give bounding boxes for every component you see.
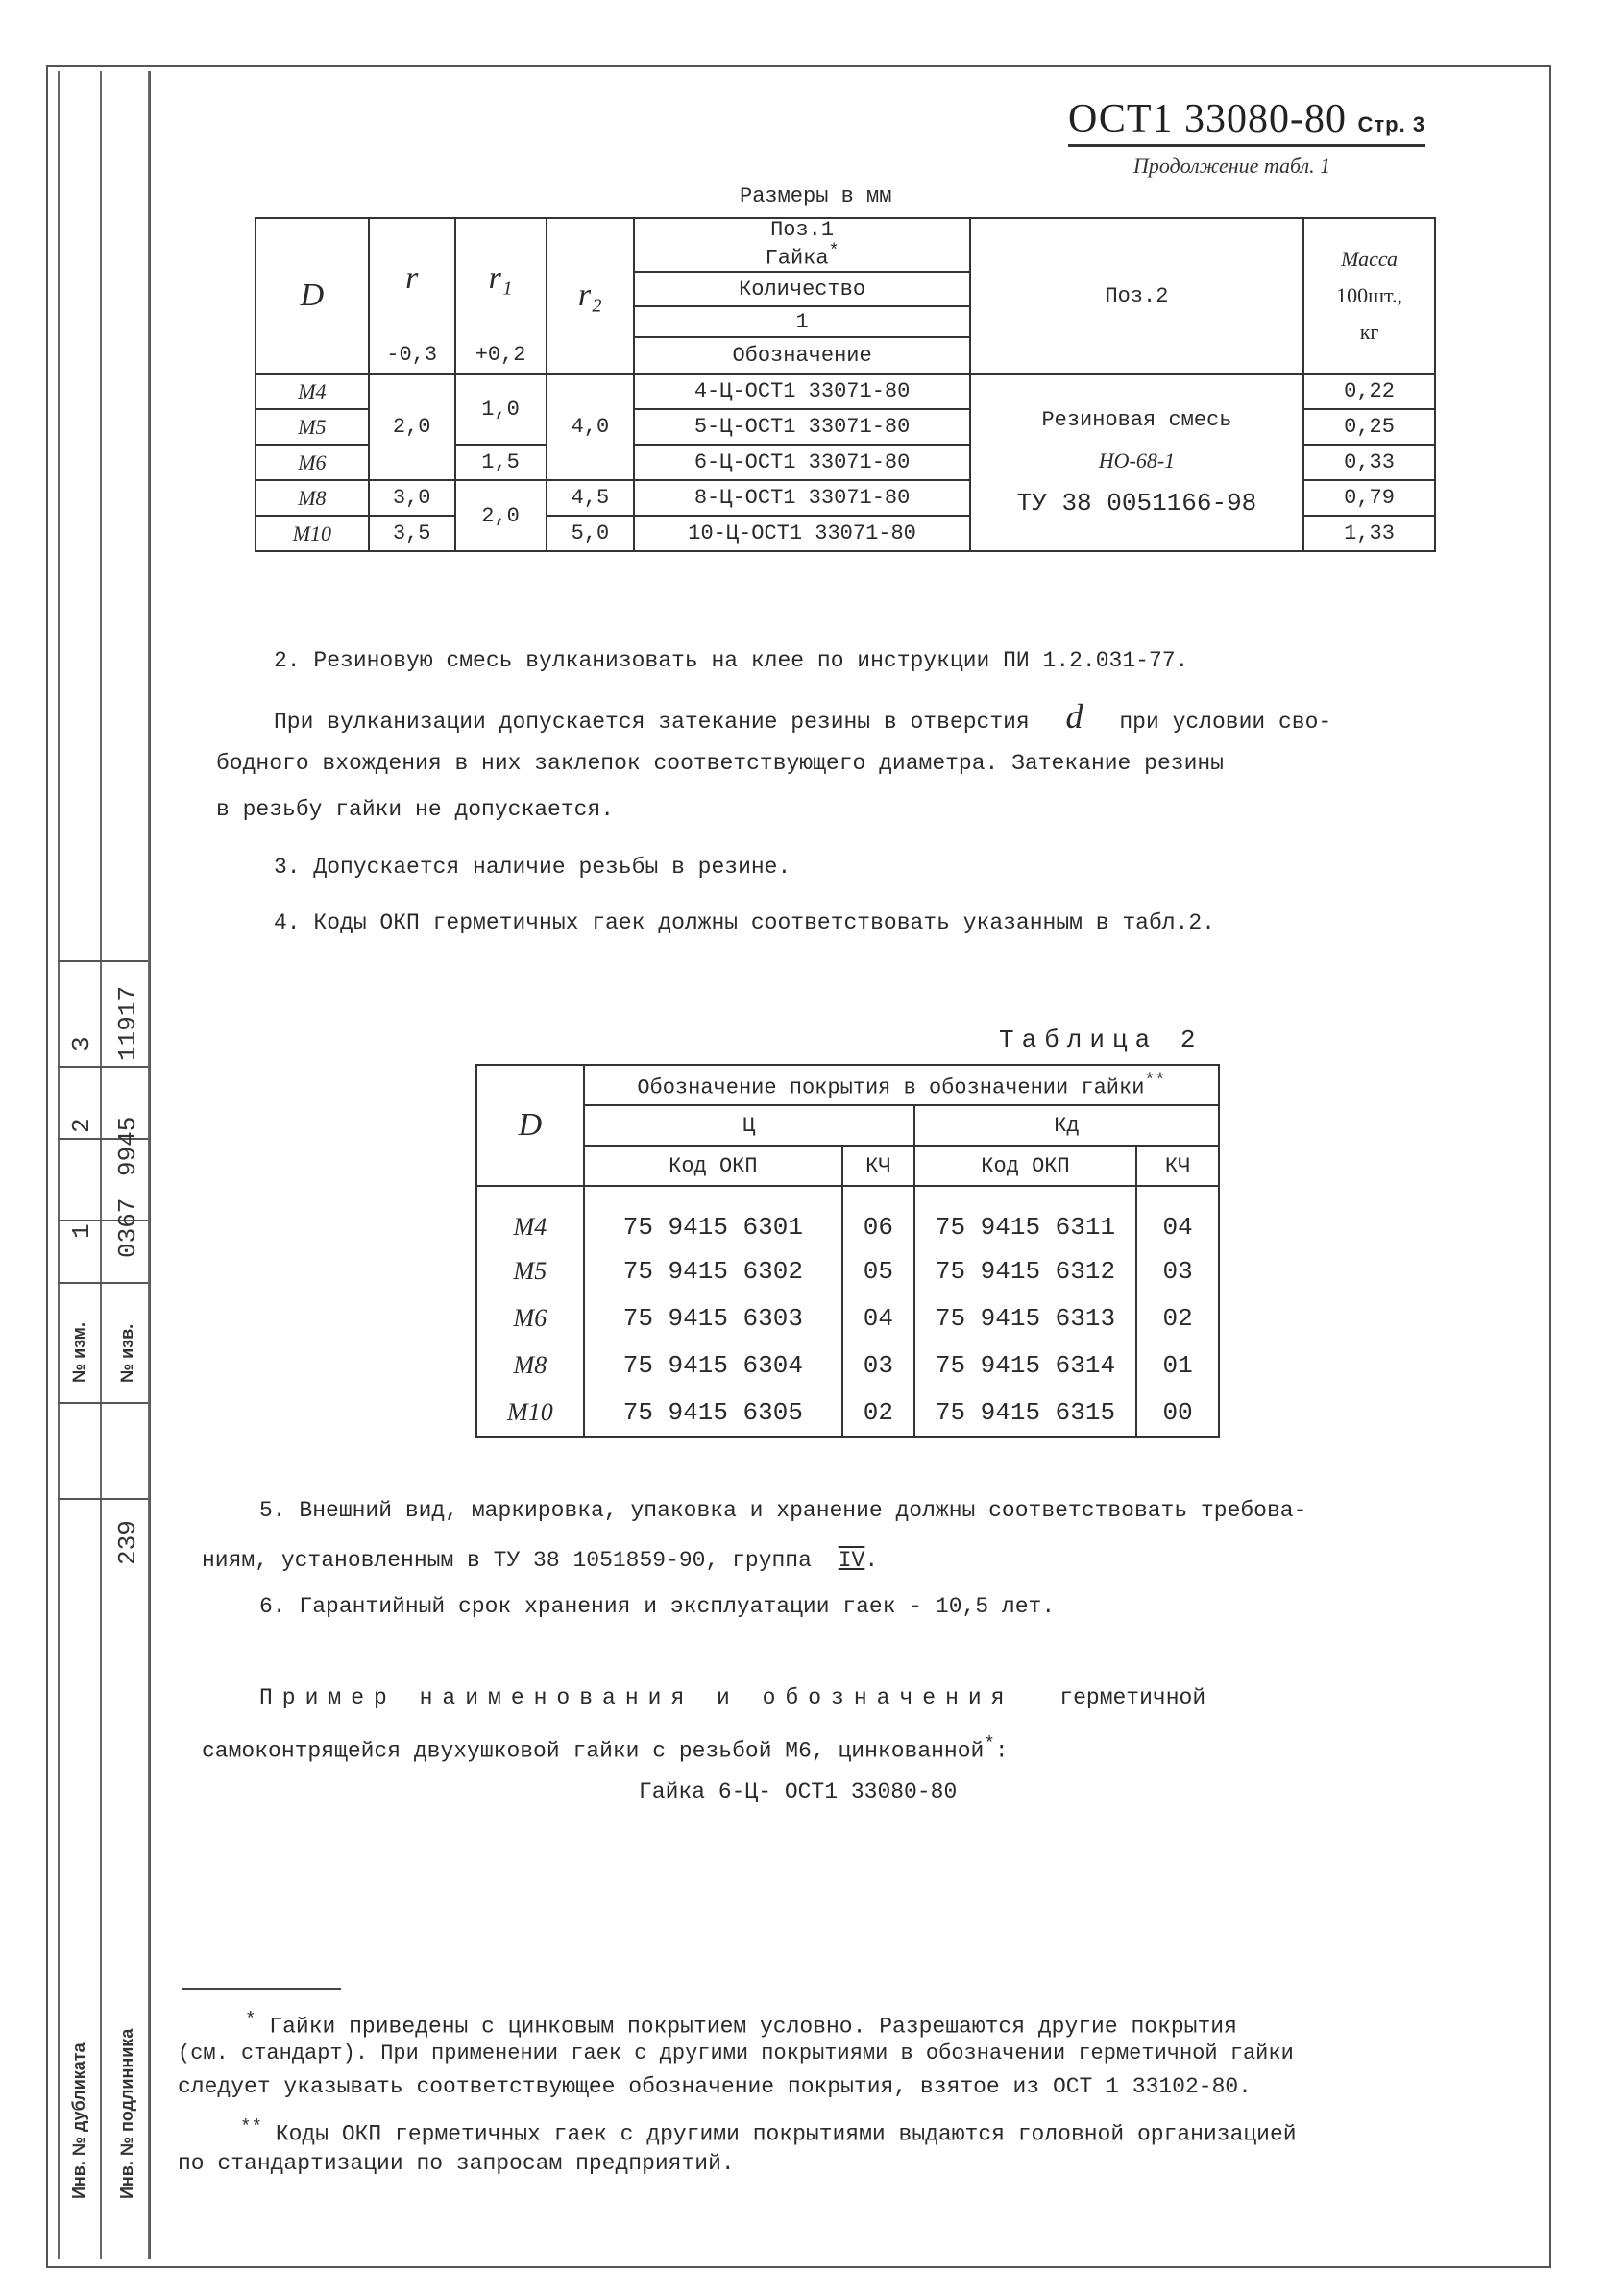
t2-cell-d: M5: [476, 1247, 584, 1294]
example-line-2-end: :: [994, 1738, 1009, 1764]
header-r2: r₂: [547, 218, 635, 374]
paragraph-6: 6. Гарантийный срок хранения и эксплуатации гаек - 10,5 лет.: [259, 1594, 1056, 1619]
t2-cell-kch-cadmium: 01: [1136, 1341, 1219, 1389]
t2-header-coating-text: Обозначение покрытия в обозначении гайки: [637, 1075, 1145, 1100]
cell-r: 3,0: [369, 480, 455, 516]
example-heading: [259, 1685, 1205, 1710]
symbol-d: d: [1065, 697, 1083, 736]
t2-header-kch: КЧ: [1136, 1146, 1219, 1186]
pos2-line1: Резиновая смесь: [1041, 407, 1232, 432]
header-designation: Обозначение: [634, 337, 969, 374]
sidebar-doc-num: 9945: [113, 1116, 142, 1176]
t2-cell-okp-zinc: 75 9415 6303: [584, 1294, 842, 1341]
paragraph-2: 2. Резиновую смесь вулканизовать на клее по инструкции ПИ 1.2.031-77.: [274, 648, 1189, 673]
table-2-caption: Таблица 2: [999, 1026, 1204, 1054]
cell-r1: 2,0: [455, 480, 547, 551]
cell-d: M6: [256, 445, 369, 480]
t2-cell-kch-cadmium: 04: [1136, 1186, 1219, 1247]
t2-cell-kch-zinc: 03: [842, 1341, 914, 1389]
sidebar-orig-label: Инв. № подлинника: [117, 2028, 136, 2199]
example-line-2-mark: *: [984, 1733, 995, 1754]
header-mass-l2: 100шт.,: [1336, 283, 1403, 307]
t2-cell-d: M10: [476, 1389, 584, 1437]
t2-header-okp: Код ОКП: [914, 1146, 1136, 1186]
footnote-2-line2: по стандартизации по запросам предприятий.: [178, 2151, 735, 2176]
page-number: Стр. 3: [1357, 112, 1426, 136]
cell-designation: 10-Ц-ОСТ1 33071-80: [634, 516, 969, 551]
t2-cell-okp-cadmium: 75 9415 6314: [914, 1341, 1136, 1389]
table-row: [476, 1186, 1219, 1247]
sidebar-change-num: 1: [67, 1223, 96, 1239]
header-r1: r₁: [455, 218, 547, 337]
table-row: [476, 1341, 1219, 1389]
example-heading-end: герметичной: [1059, 1685, 1206, 1710]
paragraph-5: 5. Внешний вид, маркировка, упаковка и хранение должны соответствовать требова-: [259, 1498, 1307, 1523]
t2-cell-kch-cadmium: 02: [1136, 1294, 1219, 1341]
t2-cell-kch-zinc: 05: [842, 1247, 914, 1294]
sidebar-rule: [58, 1498, 148, 1500]
footnote-1: [245, 2009, 1237, 2040]
cell-r: 2,0: [369, 374, 455, 480]
sidebar-rule: [58, 1282, 148, 1284]
cell-r2: 4,5: [547, 480, 635, 516]
table-row: [476, 1389, 1219, 1437]
paragraph-5b-text: ниям, установленным в ТУ 38 1051859-90, группа: [202, 1548, 812, 1573]
dimensions-label: Размеры в мм: [740, 184, 892, 208]
header-r1-tol: +0,2: [455, 337, 547, 374]
t2-cell-okp-cadmium: 75 9415 6313: [914, 1294, 1136, 1341]
header-d: D: [256, 218, 369, 374]
header-mass-l1: Масса: [1341, 247, 1399, 271]
sidebar-divider: [100, 71, 102, 2259]
t2-cell-okp-cadmium: 75 9415 6312: [914, 1247, 1136, 1294]
t2-cell-kch-cadmium: 03: [1136, 1247, 1219, 1294]
example-line-2: [202, 1733, 1009, 1764]
header-mass: [1303, 218, 1435, 374]
t2-cell-okp-cadmium: 75 9415 6311: [914, 1186, 1136, 1247]
t2-cell-d: M4: [476, 1186, 584, 1247]
cell-mass: 0,22: [1303, 374, 1435, 409]
paragraph-2b-end: при условии сво-: [1119, 710, 1332, 735]
header-r-tol: -0,3: [369, 337, 455, 374]
paragraph-2d: в резьбу гайки не допускается.: [216, 797, 615, 822]
t2-cell-okp-cadmium: 75 9415 6315: [914, 1389, 1136, 1437]
sidebar-doc-num: 11917: [113, 985, 142, 1061]
cell-r2: 5,0: [547, 516, 635, 551]
t2-cell-d: M6: [476, 1294, 584, 1341]
cell-mass: 1,33: [1303, 516, 1435, 551]
paragraph-2c: бодного вхождения в них заклепок соответствующего диаметра. Затекание резины: [216, 751, 1224, 776]
sidebar-rule: [58, 1066, 148, 1068]
paragraph-4: 4. Коды ОКП герметичных гаек должны соответствовать указанным в табл.2.: [274, 910, 1215, 935]
header-nut-mark: *: [828, 241, 840, 262]
cell-designation: 4-Ц-ОСТ1 33071-80: [634, 374, 969, 409]
cell-r1: 1,5: [455, 445, 547, 480]
t2-cell-d: M8: [476, 1341, 584, 1389]
t2-cell-okp-zinc: 75 9415 6305: [584, 1389, 842, 1437]
cell-designation: 5-Ц-ОСТ1 33071-80: [634, 409, 969, 445]
t2-header-cadmium: Кд: [914, 1105, 1219, 1146]
cell-mass: 0,79: [1303, 480, 1435, 516]
paragraph-2b-start: При вулканизации допускается затекание резины в отверстия: [274, 710, 1030, 735]
t2-cell-kch-zinc: 06: [842, 1186, 914, 1247]
cell-d: M10: [256, 516, 369, 551]
cell-d: M4: [256, 374, 369, 409]
footnote-1-line2: (см. стандарт). При применении гаек с другими покрытиями в обозначении герметичной гайки: [178, 2042, 1294, 2066]
t2-header-d: D: [476, 1065, 584, 1186]
table-row: [476, 1247, 1219, 1294]
continuation-label: Продолжение табл. 1: [1133, 154, 1331, 178]
pos2-line3: ТУ 38 0051166-98: [1016, 488, 1257, 518]
t2-cell-okp-zinc: 75 9415 6304: [584, 1341, 842, 1389]
example-designation: Гайка 6-Ц- ОСТ1 33080-80: [639, 1779, 958, 1804]
example-heading-spaced: Пример наименования и обозначения: [259, 1685, 1014, 1710]
header-mass-l3: кг: [1359, 320, 1379, 344]
t2-header-kch: КЧ: [842, 1146, 914, 1186]
sidebar-page-stamp: 239: [113, 1520, 142, 1565]
t2-cell-kch-zinc: 02: [842, 1389, 914, 1437]
footnote-2-mark: **: [240, 2116, 262, 2138]
sidebar-change-num: 3: [67, 1036, 96, 1051]
sidebar-doc-label: № изв.: [117, 1323, 136, 1383]
t2-cell-okp-zinc: 75 9415 6302: [584, 1247, 842, 1294]
paragraph-3: 3. Допускается наличие резьбы в резине.: [274, 855, 791, 880]
paragraph-2b: [274, 696, 1331, 737]
pos2-line2: НО-68-1: [1098, 447, 1176, 472]
header-pos2: Поз.2: [970, 218, 1303, 374]
sidebar-changes-label: № изм.: [69, 1322, 88, 1383]
header-pos1-label: Поз.1: [770, 218, 835, 243]
footnote-1-line3: следует указывать соответствующее обозначение покрытия, взятое из ОСТ 1 33102-80.: [178, 2074, 1252, 2099]
table-1: [255, 217, 1436, 552]
table-row: [476, 1294, 1219, 1341]
sidebar-rule: [58, 1402, 148, 1404]
footnote-2: [240, 2116, 1297, 2147]
header-quantity: Количество: [634, 272, 969, 306]
t2-header-zinc: Ц: [584, 1105, 914, 1146]
document-code-text: ОСТ1 33080-80: [1068, 97, 1347, 141]
group-number: IV: [838, 1548, 865, 1573]
sidebar-dup-label: Инв. № дубликата: [69, 2042, 88, 2199]
document-code: [1068, 96, 1425, 147]
sidebar-change-num: 2: [67, 1118, 96, 1133]
sidebar-rule: [58, 960, 148, 962]
t2-cell-kch-cadmium: 00: [1136, 1389, 1219, 1437]
example-line-2-text: самоконтрящейся двухушковой гайки с резьбой М6, цинкованной: [202, 1738, 985, 1764]
cell-r2: 4,0: [547, 374, 635, 480]
footnote-2-line1: Коды ОКП герметичных гаек с другими покрытиями выдаются головной организацией: [275, 2121, 1297, 2147]
header-pos1: [634, 218, 969, 272]
cell-d: M5: [256, 409, 369, 445]
header-nut-label: Гайка: [765, 246, 829, 271]
t2-header-coating-mark: **: [1144, 1070, 1166, 1091]
footnote-1-mark: *: [245, 2009, 256, 2030]
footnote-rule: [182, 1988, 341, 1990]
table-row: [256, 374, 1435, 409]
t2-cell-kch-zinc: 04: [842, 1294, 914, 1341]
header-r: r: [369, 218, 455, 337]
paragraph-5b: [202, 1548, 878, 1573]
cell-designation: 6-Ц-ОСТ1 33071-80: [634, 445, 969, 480]
cell-r: 3,5: [369, 516, 455, 551]
cell-mass: 0,33: [1303, 445, 1435, 480]
table-2: [475, 1064, 1220, 1438]
t2-cell-okp-zinc: 75 9415 6301: [584, 1186, 842, 1247]
cell-pos2: [970, 374, 1303, 551]
cell-r1: 1,0: [455, 374, 547, 445]
footnote-1-line1: Гайки приведены с цинковым покрытием условно. Разрешаются другие покрытия: [269, 2014, 1237, 2040]
t2-header-okp: Код ОКП: [584, 1146, 842, 1186]
t2-header-coating: [584, 1065, 1219, 1105]
cell-d: M8: [256, 480, 369, 516]
cell-designation: 8-Ц-ОСТ1 33071-80: [634, 480, 969, 516]
sidebar-doc-num: 0367: [113, 1197, 142, 1258]
paragraph-5b-end: .: [864, 1548, 879, 1573]
cell-mass: 0,25: [1303, 409, 1435, 445]
header-qty-value: 1: [634, 306, 969, 337]
